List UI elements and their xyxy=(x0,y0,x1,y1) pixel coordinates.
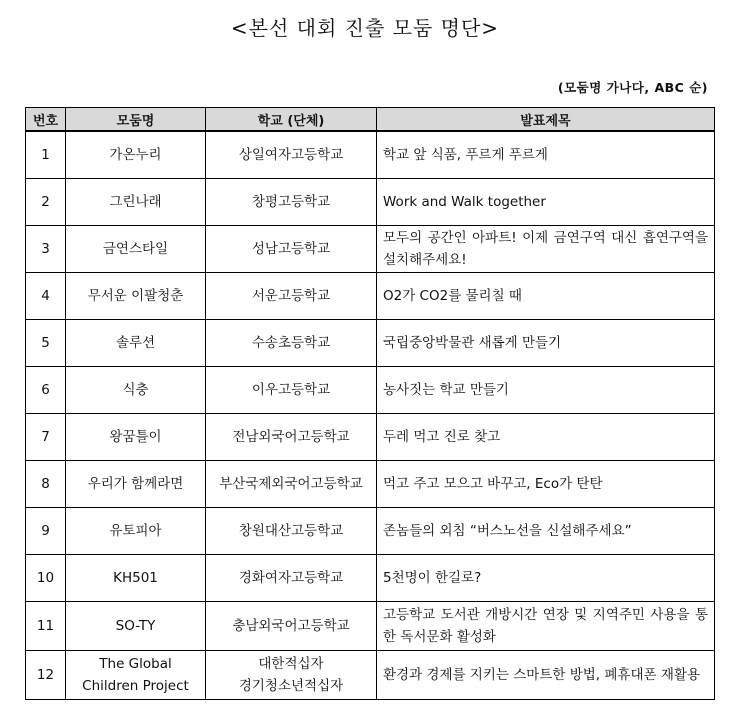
row-title: 모두의 공간인 아파트! 이제 금연구역 대신 흡연구역을 설치해주세요! xyxy=(377,226,715,273)
row-team: 그린나래 xyxy=(66,179,206,226)
row-title: 5천명이 한길로? xyxy=(377,555,715,602)
table-row xyxy=(26,131,715,179)
row-title: 학교 앞 식품, 푸르게 푸르게 xyxy=(377,131,715,179)
row-title: 존놈들의 외침 “버스노선을 신설해주세요” xyxy=(377,508,715,555)
team-roster-table xyxy=(25,107,715,700)
row-team-line: Children Project xyxy=(82,678,189,694)
header-school: 학교 (단체) xyxy=(206,108,377,132)
table-row xyxy=(26,461,715,508)
row-school-line: 경기청소년적십자 xyxy=(238,678,344,694)
row-number: 12 xyxy=(26,651,66,700)
row-number: 9 xyxy=(26,508,66,555)
row-school-line: 대한적십자 xyxy=(258,656,324,672)
row-team: 왕꿈틀이 xyxy=(66,414,206,461)
row-school: 서운고등학교 xyxy=(206,273,377,320)
header-number: 번호 xyxy=(26,108,66,132)
row-school xyxy=(206,651,377,700)
row-school: 창평고등학교 xyxy=(206,179,377,226)
row-team: 무서운 이팔청춘 xyxy=(66,273,206,320)
row-team: SO-TY xyxy=(66,602,206,651)
row-number: 3 xyxy=(26,226,66,273)
row-school: 부산국제외국어고등학교 xyxy=(206,461,377,508)
table-row xyxy=(26,508,715,555)
row-title: 두레 먹고 진로 찾고 xyxy=(377,414,715,461)
row-title: 먹고 주고 모으고 바꾸고, Eco가 탄탄 xyxy=(377,461,715,508)
row-school: 수송초등학교 xyxy=(206,320,377,367)
header-team: 모둠명 xyxy=(66,108,206,132)
row-number: 10 xyxy=(26,555,66,602)
row-title: 국립중앙박물관 새롭게 만들기 xyxy=(377,320,715,367)
row-team xyxy=(66,651,206,700)
table-row xyxy=(26,367,715,414)
row-title: O2가 CO2를 물리칠 때 xyxy=(377,273,715,320)
table-row xyxy=(26,651,715,700)
row-team: 식충 xyxy=(66,367,206,414)
table-row xyxy=(26,320,715,367)
row-number: 2 xyxy=(26,179,66,226)
row-team-line: The Global xyxy=(99,656,172,672)
row-number: 11 xyxy=(26,602,66,651)
row-team: 솔루션 xyxy=(66,320,206,367)
row-title: Work and Walk together xyxy=(377,179,715,226)
row-title: 농사짓는 학교 만들기 xyxy=(377,367,715,414)
sort-note: (모둠명 가나다, ABC 순) xyxy=(557,80,708,95)
table-header-row xyxy=(26,108,715,132)
row-school: 충남외국어고등학교 xyxy=(206,602,377,651)
row-number: 6 xyxy=(26,367,66,414)
document-title: <본선 대회 진출 모둠 명단> xyxy=(230,16,500,40)
row-team: 유토피아 xyxy=(66,508,206,555)
row-number: 1 xyxy=(26,131,66,179)
row-number: 4 xyxy=(26,273,66,320)
row-school: 상일여자고등학교 xyxy=(206,131,377,179)
table-row xyxy=(26,555,715,602)
row-school: 창원대산고등학교 xyxy=(206,508,377,555)
row-team: 가온누리 xyxy=(66,131,206,179)
row-title: 고등학교 도서관 개방시간 연장 및 지역주민 사용을 통한 독서문화 활성화 xyxy=(377,602,715,651)
header-presentation: 발표제목 xyxy=(377,108,715,132)
table-row xyxy=(26,226,715,273)
table-row xyxy=(26,414,715,461)
row-school: 경화여자고등학교 xyxy=(206,555,377,602)
row-team: 금연스타일 xyxy=(66,226,206,273)
row-title: 환경과 경제를 지키는 스마트한 방법, 폐휴대폰 재활용 xyxy=(377,651,715,700)
row-number: 8 xyxy=(26,461,66,508)
row-number: 7 xyxy=(26,414,66,461)
row-school: 전남외국어고등학교 xyxy=(206,414,377,461)
row-school: 이우고등학교 xyxy=(206,367,377,414)
table-row xyxy=(26,273,715,320)
row-school: 성남고등학교 xyxy=(206,226,377,273)
row-team: KH501 xyxy=(66,555,206,602)
row-number: 5 xyxy=(26,320,66,367)
table-row xyxy=(26,602,715,651)
row-team: 우리가 함께라면 xyxy=(66,461,206,508)
table-row xyxy=(26,179,715,226)
